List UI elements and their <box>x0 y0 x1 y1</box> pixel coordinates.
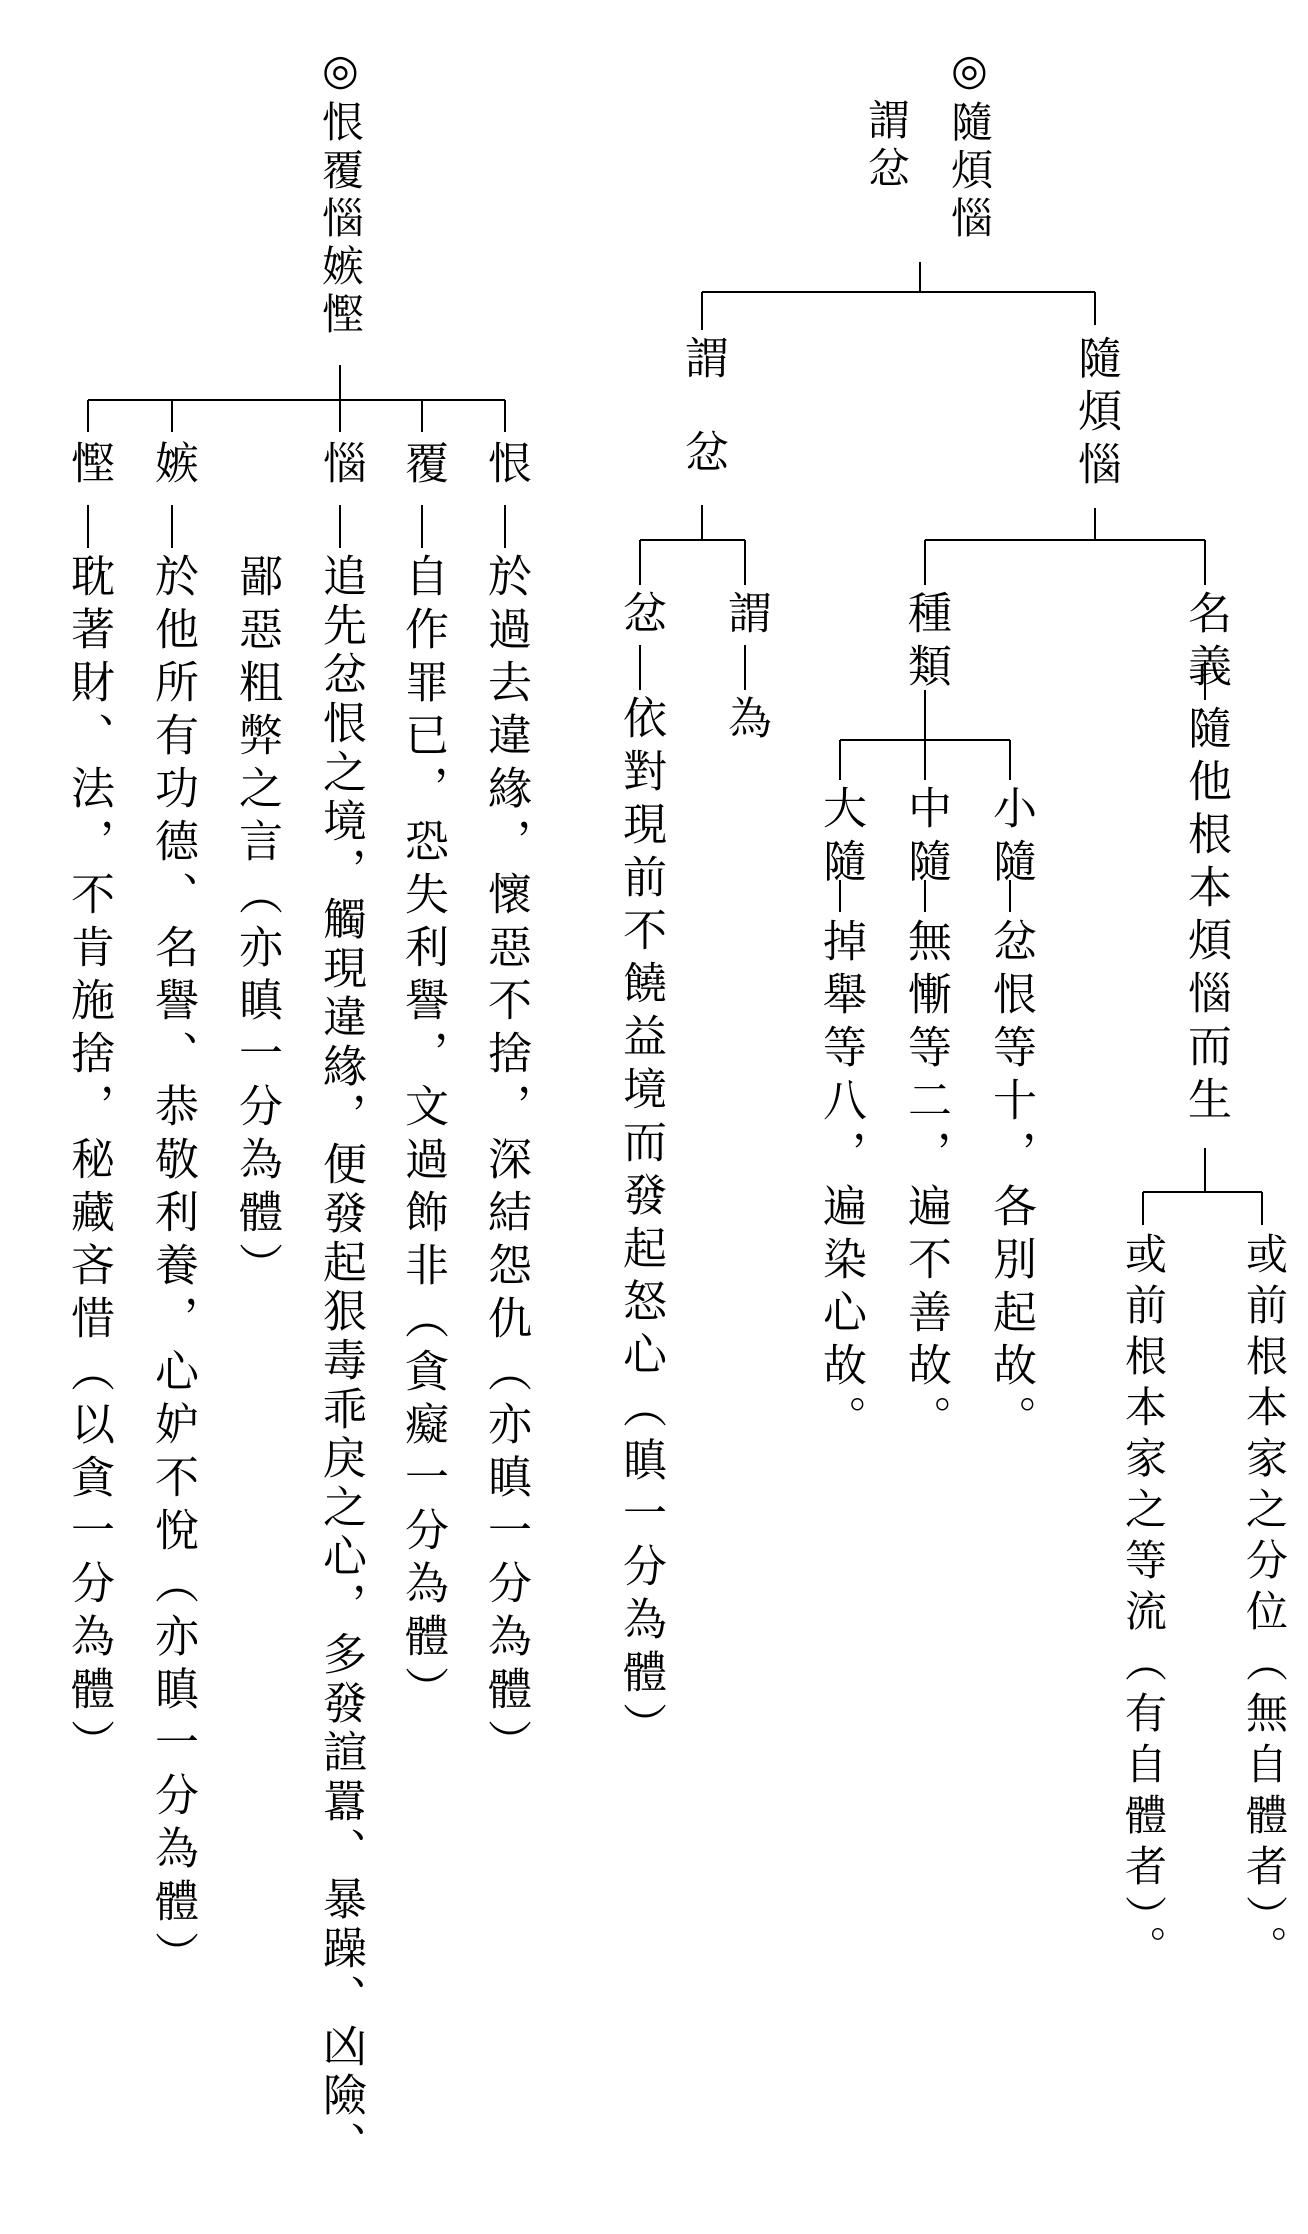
fu-text: 自作罪已，恐失利譽，文過飾非（貪癡一分為體） <box>397 553 448 1719</box>
node-xiaosui: 小隨 <box>985 785 1036 891</box>
mingyi-text: 隨他根本煩惱而生 <box>1180 705 1231 1129</box>
node-nao: 惱 <box>315 440 366 493</box>
fen-text: 依對現前不饒益境而發起怒心（瞋一分為體） <box>615 695 666 1755</box>
wei-text: 為 <box>720 695 771 748</box>
node-dasui: 大隨 <box>815 785 866 891</box>
node-fu: 覆 <box>397 440 448 493</box>
node-qian: 慳 <box>63 440 114 493</box>
xiaosui-text: 忿恨等十，各別起故。 <box>985 918 1036 1448</box>
zhongsui-text: 無慚等二，遍不善故。 <box>900 918 951 1448</box>
node-fen: 忿 <box>615 590 666 643</box>
node-hen: 恨 <box>480 440 531 493</box>
mingyi-b: 或前根本家之等流（有自體者）。 <box>1119 1232 1168 1976</box>
node-weifen: 謂忿 <box>677 335 728 523</box>
title-suifannao: ◎隨煩惱 <box>945 45 994 244</box>
ji-text: 於他所有功德、名譽、恭敬利養，心妒不悅（亦瞋一分為體） <box>147 553 198 1984</box>
title-weifen: 謂忿 <box>862 98 911 194</box>
nao-text-continued: 鄙惡粗弊之言（亦瞋一分為體） <box>231 553 282 1295</box>
nao-text: 追先忿恨之境，觸現違緣，便發起狠毒乖戾之心，多發諠囂、暴躁、凶險、 <box>315 553 366 2170</box>
mingyi-a: 或前根本家之分位（無自體者）。 <box>1240 1232 1289 1976</box>
hen-text: 於過去違緣，懷惡不捨，深結怨仇（亦瞋一分為體） <box>480 553 531 1772</box>
node-zhonglei: 種類 <box>900 590 951 696</box>
node-suifannao: 隨煩惱 <box>1070 335 1121 494</box>
node-wei: 謂 <box>720 590 771 643</box>
title-hen-fu-nao-ji-qian: ◎恨覆惱嫉慳 <box>316 45 365 340</box>
dasui-text: 掉舉等八，遍染心故。 <box>815 918 866 1448</box>
qian-text: 耽著財、法，不肯施捨，秘藏吝惜（以貪一分為體） <box>63 553 114 1772</box>
node-zhongsui: 中隨 <box>900 785 951 891</box>
node-ji: 嫉 <box>147 440 198 493</box>
node-mingyi: 名義 <box>1180 590 1231 696</box>
